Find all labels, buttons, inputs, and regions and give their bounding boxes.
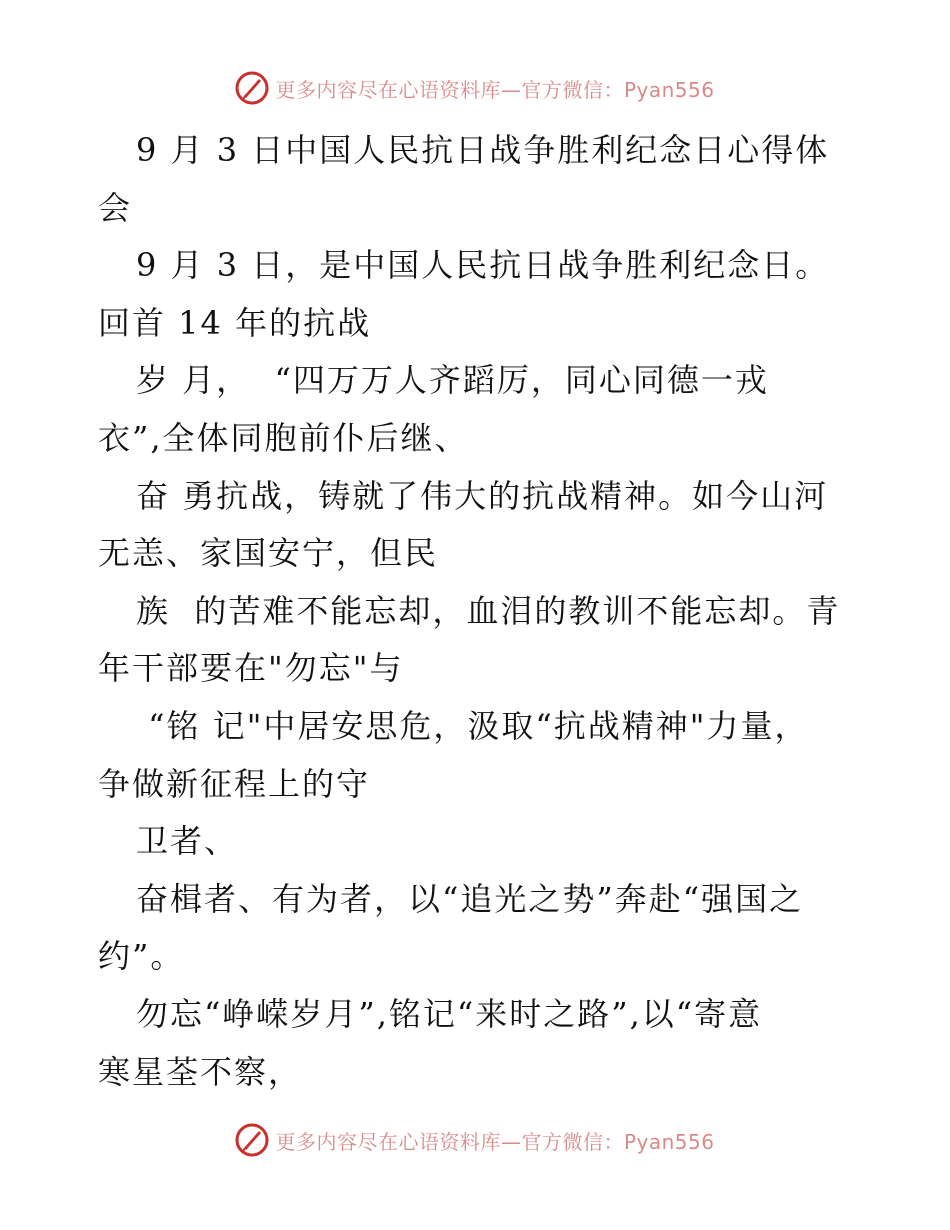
body-text-line: 族 的苦难不能忘却，血泪的教训不能忘却。青 xyxy=(136,591,841,630)
header-banner-text: 更多内容尽在心语资料库—官方微信：Pyan556 xyxy=(275,77,715,102)
body-text-line: 回首 14 年的抗战 xyxy=(98,303,372,342)
body-text-line: “铭 记"中居安思危，汲取“抗战精神"力量， xyxy=(136,706,809,745)
page-header-banner xyxy=(0,68,950,108)
body-text-line: 奋 勇抗战，铸就了伟大的抗战精神。如今山河 xyxy=(136,476,829,515)
body-text-line: 9 月 3 日中国人民抗日战争胜利纪念日心得体 xyxy=(136,131,830,169)
body-text-line: 奋楫者、有为者，以“追光之势”奔赴“强国之 xyxy=(136,879,804,918)
body-text-line: 约”。 xyxy=(98,937,185,976)
body-text-line: 卫者、 xyxy=(136,822,239,861)
body-text-line: 衣”,全体同胞前仆后继、 xyxy=(98,418,469,457)
footer-banner-text: 更多内容尽在心语资料库—官方微信：Pyan556 xyxy=(275,1129,715,1154)
body-text-line: 勿忘“峥嵘岁月”,铭记“来时之路”,以“寄意 xyxy=(136,994,763,1033)
body-text-line: 岁 月， “四万万人齐蹈厉，同心同德一戎 xyxy=(136,361,769,400)
body-text-line: 会 xyxy=(98,188,133,227)
body-text-line: 9 月 3 日，是中国人民抗日战争胜利纪念日。 xyxy=(136,246,830,285)
quill-logo-icon xyxy=(235,1123,269,1157)
body-text-line: 无恙、家国安宁，但民 xyxy=(98,534,439,573)
document-body xyxy=(98,122,868,1101)
page-footer-banner xyxy=(0,1120,950,1160)
body-text-line: 年干部要在"勿忘"与 xyxy=(98,649,404,688)
body-text-line: 争做新征程上的守 xyxy=(98,764,371,803)
quill-logo-icon xyxy=(235,71,269,105)
body-text-line: 寒星荃不察， xyxy=(98,1052,303,1091)
